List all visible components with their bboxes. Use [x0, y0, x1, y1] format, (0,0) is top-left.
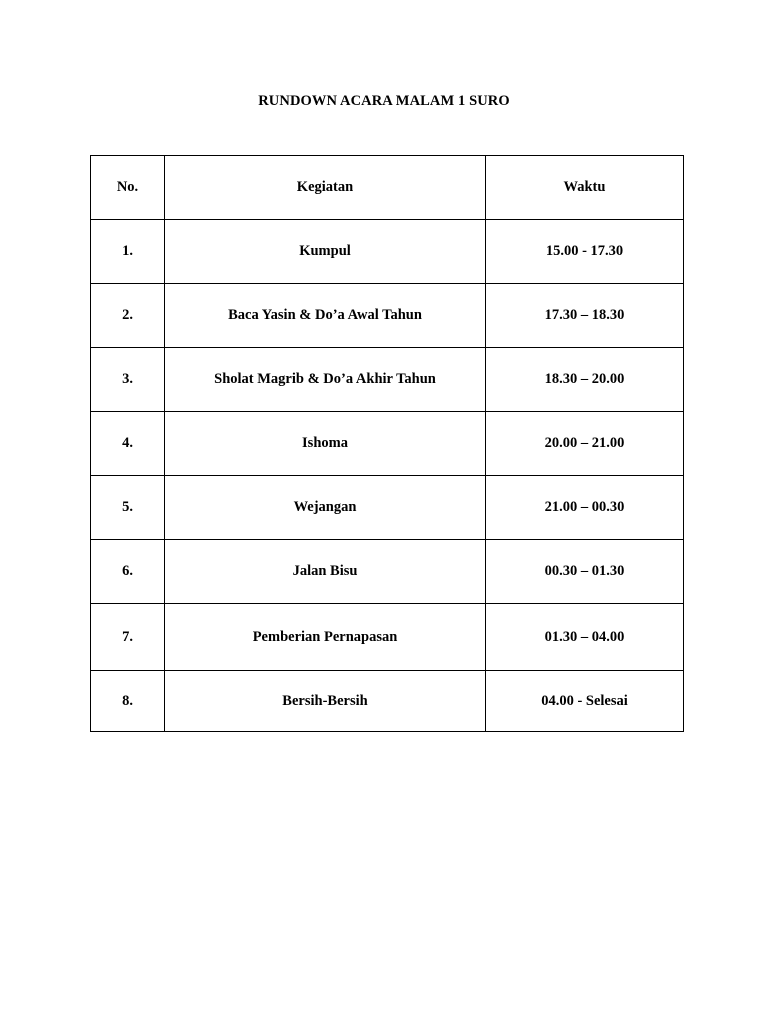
- row-kegiatan: Kumpul: [165, 220, 486, 284]
- row-kegiatan: Sholat Magrib & Do’a Akhir Tahun: [165, 348, 486, 412]
- row-number: 2.: [91, 284, 165, 348]
- column-header-waktu: Waktu: [486, 156, 684, 220]
- table-row: [91, 604, 684, 671]
- row-waktu: 00.30 – 01.30: [486, 540, 684, 604]
- row-number: 8.: [91, 671, 165, 732]
- table-row: [91, 348, 684, 412]
- table-row: [91, 476, 684, 540]
- row-waktu: 04.00 - Selesai: [486, 671, 684, 732]
- row-number: 6.: [91, 540, 165, 604]
- page-title: RUNDOWN ACARA MALAM 1 SURO: [258, 93, 510, 109]
- row-number: 3.: [91, 348, 165, 412]
- row-waktu: 01.30 – 04.00: [486, 604, 684, 671]
- column-header-kegiatan: Kegiatan: [165, 156, 486, 220]
- row-kegiatan: Bersih-Bersih: [165, 671, 486, 732]
- row-kegiatan: Baca Yasin & Do’a Awal Tahun: [165, 284, 486, 348]
- table-row: [91, 412, 684, 476]
- row-waktu: 15.00 - 17.30: [486, 220, 684, 284]
- table-row: [91, 284, 684, 348]
- row-number: 7.: [91, 604, 165, 671]
- row-number: 4.: [91, 412, 165, 476]
- row-kegiatan: Wejangan: [165, 476, 486, 540]
- row-waktu: 21.00 – 00.30: [486, 476, 684, 540]
- column-header-no: No.: [91, 156, 165, 220]
- row-number: 1.: [91, 220, 165, 284]
- row-kegiatan: Ishoma: [165, 412, 486, 476]
- table-header-row: [91, 156, 684, 220]
- table-row: [91, 540, 684, 604]
- table-row: [91, 671, 684, 732]
- row-waktu: 18.30 – 20.00: [486, 348, 684, 412]
- row-kegiatan: Pemberian Pernapasan: [165, 604, 486, 671]
- row-waktu: 20.00 – 21.00: [486, 412, 684, 476]
- row-kegiatan: Jalan Bisu: [165, 540, 486, 604]
- row-number: 5.: [91, 476, 165, 540]
- table-row: [91, 220, 684, 284]
- rundown-table: [90, 155, 684, 732]
- row-waktu: 17.30 – 18.30: [486, 284, 684, 348]
